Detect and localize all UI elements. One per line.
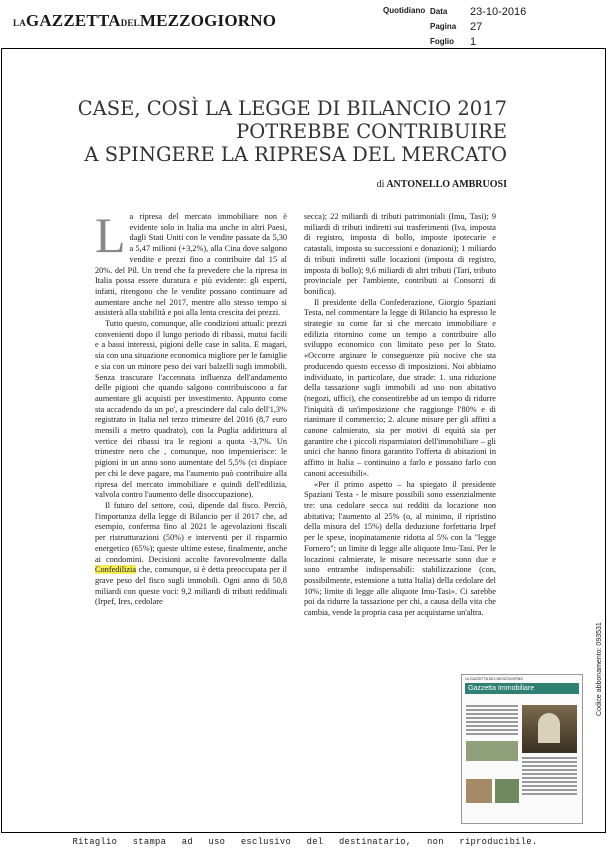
thumbnail-text-block xyxy=(466,705,518,737)
byline-prefix: di xyxy=(376,179,385,190)
byline-author: ANTONELLO AMBRUOSI xyxy=(386,179,507,190)
article-headline xyxy=(78,97,507,166)
headline-line-3: A SPINGERE LA RIPRESA DEL MERCATO xyxy=(84,143,507,166)
paragraph xyxy=(95,501,287,608)
paragraph: secca); 22 miliardi di tributi patrimoniali (Imu, Tasi); 9 miliardi di tributi indiretti sui trasferimenti (Iva, imposta di registro, imposta di bollo, imposte ipotecarie e catastali, imposta su successioni e donazioni); 1 miliardo di tributi indiretti sulle locazioni (imposta di registro, imposta di bollo); 9,6 miliardi di altri tributi (Tari, tributo provinciale per l'ambiente, contributi ai Consorzi di bonifica). xyxy=(304,212,496,296)
masthead-logo xyxy=(13,11,276,31)
paragraph-text: Il futuro del settore, così, dipende dal fisco. Perciò, l'importanza della legge di Bilancio per il 2017 che, ad esempio, conferma fino al 2021 le agevolazioni fiscali per ristrutturazioni (50%) e interventi per il risparmio energetico (65%); queste ultime estese, finalmente, anche ai condomini. Decisioni accolte favorevolmente dalla xyxy=(95,500,287,564)
dropcap: L xyxy=(95,207,126,263)
meta-row-foglio xyxy=(430,34,526,49)
foglio-label: Foglio xyxy=(430,37,454,46)
thumbnail-masthead: LA GAZZETTA DEL MEZZOGIORNO xyxy=(465,677,523,681)
meta-row-pagina xyxy=(430,19,526,34)
headline-line-2: POTREBBE CONTRIBUIRE xyxy=(236,120,507,143)
paragraph: «Per il primo aspetto – ha spiegato il presidente Spaziani Testa - le misure possibili sono essenzialmente tre: una cedolare secca sui redditi da locazione non abitativa; l'aumento al 25% (o, al minimo, il ripristino della misura del 15%) della deduzione forfettaria Irpef per le spese, inopinatamente ridotta al 5% con la "legge Fornero"; un limite di legge alle aliquote Imu-Tasi. Per le locazioni calmierate, le misure necessarie sono due e sono entrambe indispensabili: stabilizzazione (con, possibilmente, estensione a tutta Italia) della cedolare del 10%; limite di legge alle aliquote Imu-Tasi». Ci sarebbe poi da ridurre la tassazione per chi, a causa della vita che cambia, vende la propria casa per acquistarne un'altra. xyxy=(304,479,496,618)
paragraph: Il presidente della Confederazione, Giorgio Spaziani Testa, nel commentare la legge di Bilancio ha espresso le strategie su come far sì che mercato immobiliare e edilizia ritornino come un tempo a contribuire allo sviluppo economico con limitato peso per lo Stato. «Occorre arginare le conseguenze più nocive che sta producendo questo eccesso di imposizioni. Noi abbiamo individuato, in particolare, due strade: 1. una riduzione della tassazione sugli immobili ad uso non abitativo (negozi, uffici), che consentirebbe ad un tempo di ridurre l'iniquità di un'imposizione che raggiunge l'80% e di rianimare il commercio; 2. alcune misure per gli affitti a canone calmierato, sia per motivi di equità sia per garantire che i piccoli risparmiatori dell'immobiliare – gli unici che hanno finora garantito l'offerta di abitazioni in affitto in Italia – continuino a farlo e possano farlo con canoni accessibili». xyxy=(304,297,496,478)
thumbnail-text-block xyxy=(522,757,577,797)
byline xyxy=(377,179,507,190)
publication-type: Quotidiano xyxy=(383,6,426,15)
highlighted-keyword: Confedilizia xyxy=(95,565,137,575)
subscription-code: Codice abbonamento: 093531 xyxy=(596,622,603,716)
article-column-2 xyxy=(304,212,496,619)
pagina-label: Pagina xyxy=(430,22,457,31)
thumbnail-photo xyxy=(495,779,519,803)
pagina-value: 27 xyxy=(470,20,483,33)
article-column-1 xyxy=(95,207,287,608)
headline-line-1: CASE, COSÌ LA LEGGE DI BILANCIO 2017 xyxy=(77,97,507,120)
foglio-value: 1 xyxy=(470,35,477,48)
thumbnail-photo xyxy=(466,779,492,803)
thumbnail-photo xyxy=(466,741,518,761)
paragraph: Tutto questo, comunque, alle condizioni attuali: prezzi convenienti dopo il lungo periodo di ribassi, mutui facili e a bassi interessi, pigioni delle case in salita. E magari, sia con una situazione economica migliore per le famiglie e sia con un minore peso dei vari balzelli sugli immobili. Senza trascurare l'accennata influenza dell'andamento delle pigioni che quando salgono contribuiscono a far aumentare gli acquisti per investimento. Appunto come sta accadendo da un po', a prescindere dal calo dell'1,3% registrato in Italia nel terzo trimestre del 2016 (8,7 euro mensili a metro quadrato), con la Puglia addirittura al vertice dei ribassi tra le regioni a quota -3,7%. Un trimestre nero che , comunque, non impensierisce: le pigioni in un anno sono aumentate del 5,5% (ci dispiace per chi le deve pagare, ma l'aumento può contribuire alla ripresa del mercato immobiliare e quindi dell'edilizia, valvola contro l'aumento delle disoccupazione). xyxy=(95,319,287,500)
paragraph-text: a ripresa del mercato immobiliare non è evidente solo in Italia ma anche in altri Paesi, dagli Stati Uniti con le vendite passate da 5,30 a 5,47 milioni (+3,2%), alla Cina dove salgono vendite e prezzi fino a contribuire dal 15 al 20%. del Pil. Un trend che fa prevedere che la ripresa in Italia possa essere duratura e più evidente: gli esperti, infatti, ritengono che le vendite possano continuare ad aumentare anche nel 2017, mentre allo stesso tempo si assisterà alla stabilità e poi alla lenta crescita dei prezzi. xyxy=(95,212,287,318)
data-label: Data xyxy=(430,7,448,16)
masthead-gazzetta: GAZZETTA xyxy=(25,11,121,30)
footer-notice: Ritaglio stampa ad uso esclusivo del destinatario, non riproducibile. xyxy=(72,837,538,847)
paragraph-text: che, comunque, si è detta preoccupata per il grave peso del fisco sugli immobili. Ogni anno di 50,8 miliardi con queste voci: 9,2 miliardi di tributi reddituali (Irpef, Ires, cedolare xyxy=(95,565,287,607)
page-thumbnail xyxy=(461,674,583,824)
masthead-mezzogiorno: MEZZOGIORNO xyxy=(139,11,277,30)
masthead-del: DEL xyxy=(120,18,140,28)
data-value: 23-10-2016 xyxy=(470,5,527,18)
thumbnail-section-bar: Gazzetta Immobiliare xyxy=(465,683,579,694)
meta-row-data xyxy=(430,4,526,19)
paragraph xyxy=(95,207,287,319)
thumbnail-photo xyxy=(522,705,577,753)
meta-table xyxy=(430,4,526,49)
masthead-la: LA xyxy=(13,18,26,28)
